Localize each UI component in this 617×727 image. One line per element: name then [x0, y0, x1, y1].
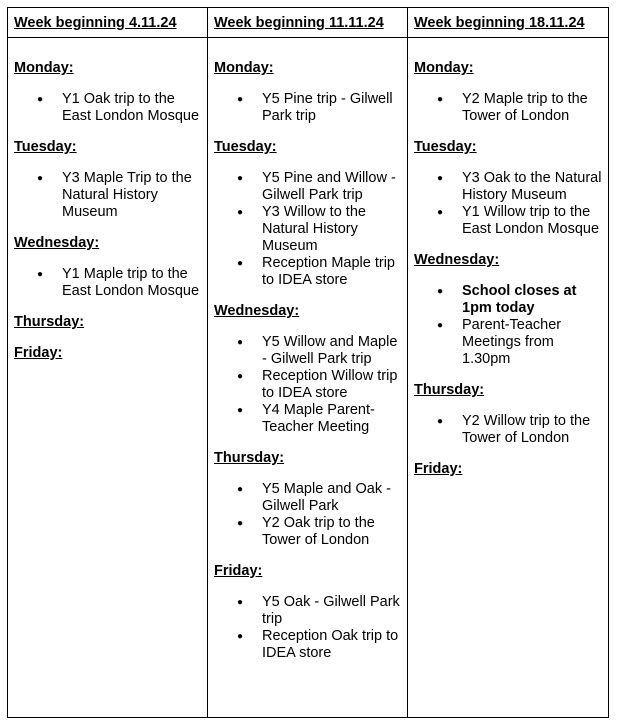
week-header: Week beginning 18.11.24 [408, 8, 609, 38]
event-list [214, 170, 401, 289]
week-header: Week beginning 11.11.24 [208, 8, 408, 38]
day-heading: Friday: [414, 461, 463, 477]
day-heading: Monday: [414, 60, 474, 76]
day-heading: Tuesday: [414, 139, 477, 155]
day-heading: Thursday: [414, 382, 485, 398]
schedule-table [7, 7, 609, 718]
event-item: ● Y1 Maple trip to the East London Mosque [14, 266, 201, 300]
event-list [14, 266, 201, 300]
event-item: ● Y2 Maple trip to the Tower of London [414, 91, 602, 125]
event-list [214, 481, 401, 549]
event-item: ● Y3 Oak to the Natural History Museum [414, 170, 602, 204]
event-list [214, 334, 401, 436]
event-item: ● Y3 Maple Trip to the Natural History Museum [14, 170, 201, 221]
day-heading: Tuesday: [214, 139, 277, 155]
event-item: ● Y4 Maple Parent-Teacher Meeting [214, 402, 401, 436]
day-heading: Friday: [14, 345, 63, 361]
event-item: ● Y1 Willow trip to the East London Mosque [414, 204, 602, 238]
week-column [8, 38, 208, 718]
event-list [214, 91, 401, 125]
body-row [8, 38, 609, 718]
event-list [414, 91, 602, 125]
week-column [208, 38, 408, 718]
event-item: ● Y3 Willow to the Natural History Museum [214, 204, 401, 255]
day-heading: Monday: [14, 60, 74, 76]
event-item: ● Y5 Willow and Maple - Gilwell Park trip [214, 334, 401, 368]
event-list [14, 170, 201, 221]
day-heading: Thursday: [214, 450, 285, 466]
week-column [408, 38, 609, 718]
day-heading: Friday: [214, 563, 263, 579]
event-item: ● Reception Willow trip to IDEA store [214, 368, 401, 402]
event-item: ● Y5 Oak - Gilwell Park trip [214, 594, 401, 628]
day-heading: Monday: [214, 60, 274, 76]
header-row [8, 8, 609, 38]
event-item: ● Y2 Oak trip to the Tower of London [214, 515, 401, 549]
event-item: ● Y2 Willow trip to the Tower of London [414, 413, 602, 447]
event-item: ● Y1 Oak trip to the East London Mosque [14, 91, 201, 125]
event-item: ● Reception Maple trip to IDEA store [214, 255, 401, 289]
day-heading: Tuesday: [14, 139, 77, 155]
event-item: ● Y5 Maple and Oak - Gilwell Park [214, 481, 401, 515]
event-item: ● Parent-Teacher Meetings from 1.30pm [414, 317, 602, 368]
event-list [214, 594, 401, 662]
day-heading: Wednesday: [214, 303, 300, 319]
event-list [14, 91, 201, 125]
event-list [414, 283, 602, 368]
day-heading: Wednesday: [14, 235, 100, 251]
week-header: Week beginning 4.11.24 [8, 8, 208, 38]
event-list [414, 413, 602, 447]
event-item: ● Reception Oak trip to IDEA store [214, 628, 401, 662]
day-heading: Thursday: [14, 314, 85, 330]
event-list [414, 170, 602, 238]
event-item: ● School closes at 1pm today [414, 283, 602, 317]
event-item: ● Y5 Pine and Willow - Gilwell Park trip [214, 170, 401, 204]
event-item: ● Y5 Pine trip - Gilwell Park trip [214, 91, 401, 125]
day-heading: Wednesday: [414, 252, 500, 268]
